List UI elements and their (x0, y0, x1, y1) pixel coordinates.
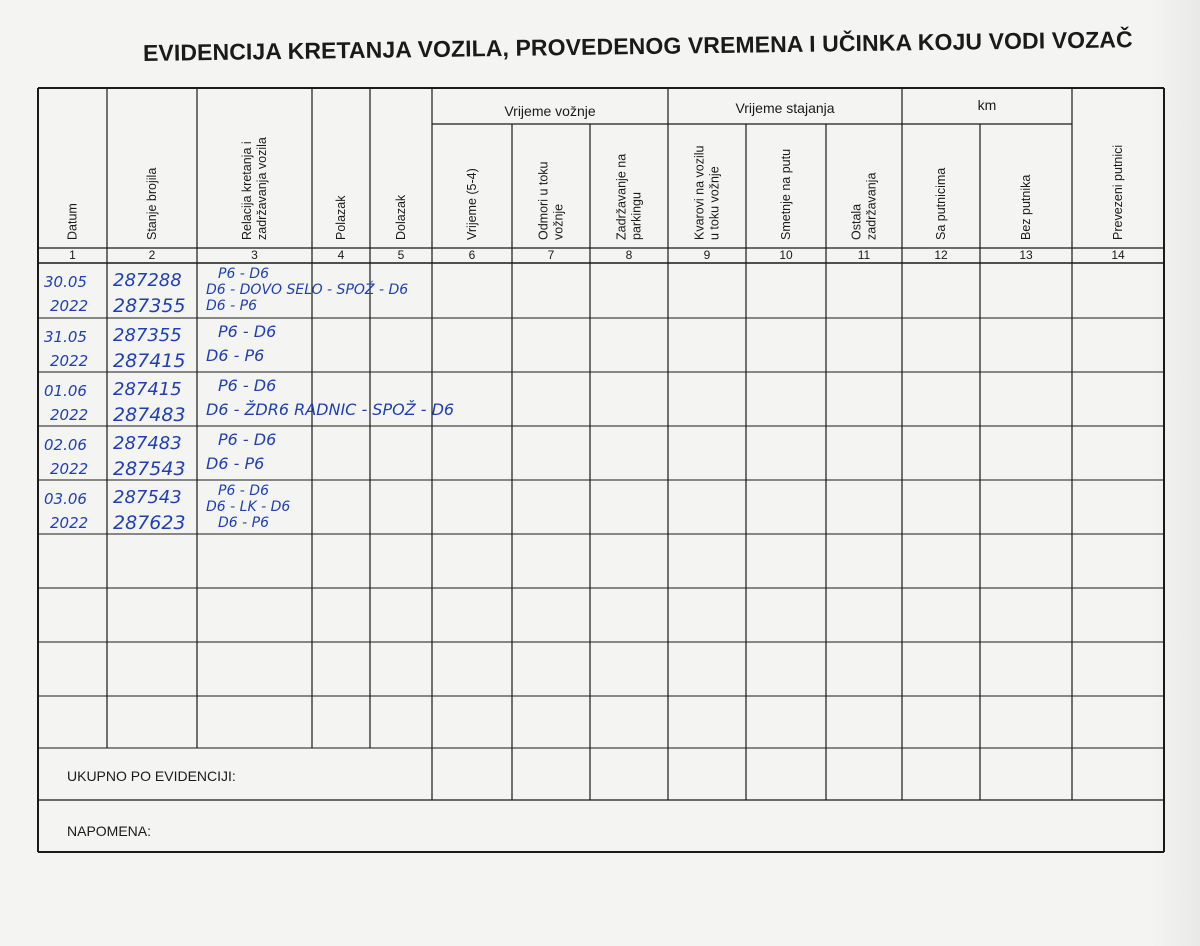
entry-odometer-start: 287415 (113, 379, 182, 400)
entry-route: D6 - P6 (206, 298, 257, 314)
column-title: vožnje (551, 203, 566, 240)
column-title: Odmori u toku (536, 161, 551, 240)
entry-route: D6 - LK - D6 (206, 499, 291, 515)
entry-route: P6 - D6 (218, 266, 269, 282)
entry-odometer-start: 287483 (113, 433, 182, 454)
entry-route: D6 - P6 (206, 346, 265, 365)
entry-odometer-end: 287543 (113, 458, 186, 480)
entry-route: P6 - D6 (218, 483, 269, 499)
entry-date: 31.05 (44, 328, 87, 346)
column-number: 2 (148, 248, 156, 262)
entry-date: 03.06 (44, 490, 87, 508)
column-title: Prevezeni putnici (1111, 144, 1125, 240)
handwritten-entries (44, 266, 454, 534)
entry-route: D6 - P6 (218, 515, 269, 531)
entry-odometer-start: 287355 (113, 325, 182, 346)
column-title: zadržavanja vozila (255, 137, 269, 240)
column-title: Relacija kretanja i (240, 141, 254, 240)
entry-odometer-end: 287623 (113, 512, 186, 534)
column-title: Zadržavanje na (614, 153, 629, 240)
column-number: 10 (779, 248, 793, 262)
entry-date: 02.06 (44, 436, 87, 454)
entry-odometer-end: 287355 (113, 295, 186, 317)
table-footer (67, 768, 236, 839)
entry-date: 30.05 (44, 273, 87, 291)
column-number: 3 (251, 248, 258, 262)
group-header-vrijeme-stajanja: Vrijeme stajanja (735, 100, 835, 116)
column-number: 4 (337, 248, 345, 262)
column-title: Datum (65, 203, 80, 240)
column-title: Sa putnicima (934, 167, 948, 240)
column-number: 5 (397, 248, 405, 262)
entry-year: 2022 (50, 297, 89, 315)
entry-odometer-end: 287415 (113, 350, 186, 372)
entry-route: D6 - ŽDR6 RADNIC - SPOŽ - D6 (206, 400, 455, 419)
entry-route: D6 - P6 (206, 454, 265, 473)
column-number: 13 (1019, 248, 1033, 262)
column-title: Bez putnika (1019, 174, 1033, 240)
column-title: Dolazak (394, 194, 408, 240)
column-title: zadržavanja (864, 172, 879, 240)
column-number: 1 (69, 248, 76, 262)
column-number: 6 (468, 248, 476, 262)
entry-odometer-end: 287483 (113, 404, 186, 426)
entry-year: 2022 (50, 514, 89, 532)
entry-odometer-start: 287288 (113, 270, 182, 291)
column-number: 12 (934, 248, 948, 262)
entry-year: 2022 (50, 460, 89, 478)
entry-route: P6 - D6 (218, 376, 277, 395)
column-number: 8 (625, 248, 633, 262)
footer-ukupno-label: UKUPNO PO EVIDENCIJI: (67, 768, 236, 784)
form-title: EVIDENCIJA KRETANJA VOZILA, PROVEDENOG VREMENA I UČINKA KOJU VODI VOZAČ (142, 26, 1133, 66)
footer-napomena-label: NAPOMENA: (67, 823, 152, 839)
column-title: parkingu (629, 192, 644, 240)
entry-route: D6 - DOVO SELO - SPOŽ - D6 (206, 282, 409, 298)
column-number: 9 (703, 248, 711, 262)
table-header (66, 97, 1126, 262)
column-number: 7 (547, 248, 555, 262)
column-title: Smetnje na putu (779, 148, 793, 240)
column-title: Stanje brojila (145, 167, 159, 240)
column-title: Polazak (334, 195, 348, 240)
entry-odometer-start: 287543 (113, 487, 182, 508)
column-title: u toku vožnje (707, 166, 722, 240)
entry-route: P6 - D6 (218, 430, 277, 449)
entry-year: 2022 (50, 406, 89, 424)
entry-route: P6 - D6 (218, 322, 277, 341)
column-title: Kvarovi na vozilu (692, 145, 707, 240)
group-header-vrijeme-voznje: Vrijeme vožnje (504, 103, 596, 119)
entry-date: 01.06 (44, 382, 87, 400)
group-header-km: km (977, 97, 997, 113)
column-number: 14 (1111, 248, 1125, 262)
column-number: 11 (857, 248, 871, 262)
column-title: Ostala (849, 203, 864, 240)
column-title: Vrijeme (5-4) (465, 168, 479, 240)
entry-year: 2022 (50, 352, 89, 370)
